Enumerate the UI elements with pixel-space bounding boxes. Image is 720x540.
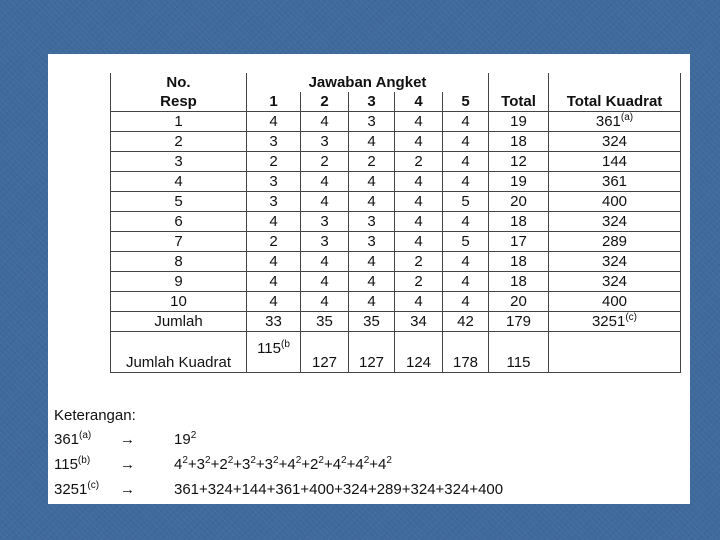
total-cell: 20: [489, 292, 549, 312]
jumlah-kuadrat-label: Jumlah Kuadrat: [111, 332, 247, 373]
jumlah-kuadrat-cell: 178: [443, 332, 489, 373]
answer-cell: 3: [349, 232, 395, 252]
note-key-b: 115$^{(b)}$: [54, 455, 91, 473]
answer-cell: 4: [443, 132, 489, 152]
answer-cell: 4: [349, 172, 395, 192]
header-row-1: [111, 73, 681, 92]
header-no: No.: [111, 73, 247, 92]
answer-cell: 2: [301, 152, 349, 172]
total-kuadrat-cell: 324: [549, 212, 681, 232]
jumlah-kuadrat-row: [111, 332, 681, 373]
answer-cell: 4: [349, 252, 395, 272]
slide: [48, 54, 690, 504]
total-kuadrat-cell: 400: [549, 192, 681, 212]
arrow-icon: →: [120, 456, 135, 473]
note-row-a: [54, 427, 684, 452]
answer-cell: 4: [443, 252, 489, 272]
resp-cell: 5: [111, 192, 247, 212]
note-value-a: $19^2$: [174, 430, 197, 448]
resp-cell: 10: [111, 292, 247, 312]
resp-cell: 2: [111, 132, 247, 152]
header-row-2: [111, 92, 681, 112]
jumlah-kuadrat-first: 115$^{(b}$: [247, 332, 301, 373]
answer-cell: 3: [349, 212, 395, 232]
answer-cell: 4: [247, 112, 301, 132]
notes: [54, 405, 684, 502]
answer-cell: 4: [395, 232, 443, 252]
note-key-a: 361$^{(a)}$: [54, 430, 92, 448]
total-cell: 12: [489, 152, 549, 172]
answer-cell: 2: [395, 252, 443, 272]
answer-cell: 3: [301, 132, 349, 152]
answer-cell: 3: [247, 132, 301, 152]
jumlah-label: Jumlah: [111, 312, 247, 332]
note-row-c: [54, 477, 684, 502]
total-kuadrat-cell: 400: [549, 292, 681, 312]
total-kuadrat-cell: 324: [549, 132, 681, 152]
answer-cell: 2: [395, 152, 443, 172]
answer-cell: 4: [443, 172, 489, 192]
table-row: [111, 152, 681, 172]
answer-cell: 4: [301, 272, 349, 292]
jumlah-kuadrat-cell: 127: [349, 332, 395, 373]
answer-cell: 4: [395, 192, 443, 212]
resp-cell: 3: [111, 152, 247, 172]
header-q4: 4: [395, 92, 443, 112]
total-kuadrat-cell: 324: [549, 252, 681, 272]
total-kuadrat-cell: 144: [549, 152, 681, 172]
total-cell: 20: [489, 192, 549, 212]
header-q1: 1: [247, 92, 301, 112]
answer-cell: 4: [349, 292, 395, 312]
answer-cell: 4: [301, 252, 349, 272]
note-value-b: $4^2+3^2+2^2+3^2+3^2+4^2+2^2+4^2+4^2+4^2$: [174, 455, 392, 473]
arrow-icon: →: [120, 431, 135, 448]
resp-cell: 8: [111, 252, 247, 272]
answer-cell: 3: [247, 192, 301, 212]
answer-cell: 2: [247, 152, 301, 172]
total-cell: 19: [489, 112, 549, 132]
header-q3: 3: [349, 92, 395, 112]
jumlah-kuadrat-empty: [549, 332, 681, 373]
jumlah-total: 179: [489, 312, 549, 332]
answer-cell: 4: [395, 112, 443, 132]
answer-cell: 4: [247, 292, 301, 312]
total-cell: 18: [489, 212, 549, 232]
answer-cell: 4: [395, 172, 443, 192]
table-row: [111, 232, 681, 252]
total-cell: 17: [489, 232, 549, 252]
answer-cell: 4: [247, 272, 301, 292]
header-q2: 2: [301, 92, 349, 112]
table-row: [111, 212, 681, 232]
total-kuadrat-cell: 361$^{(a)}$: [549, 112, 681, 132]
answer-cell: 4: [247, 252, 301, 272]
total-kuadrat-cell: 324: [549, 272, 681, 292]
total-cell: 18: [489, 272, 549, 292]
table-row: [111, 292, 681, 312]
answer-cell: 2: [349, 152, 395, 172]
header-total-top: [489, 73, 549, 92]
answer-cell: 5: [443, 232, 489, 252]
answer-cell: 4: [349, 272, 395, 292]
jumlah-row: [111, 312, 681, 332]
note-key-c: 3251$^{(c)}$: [54, 480, 100, 498]
table-row: [111, 112, 681, 132]
total-kuadrat-cell: 289: [549, 232, 681, 252]
jumlah-kuadrat-total: 115: [489, 332, 549, 373]
answer-cell: 2: [395, 272, 443, 292]
data-table: [110, 73, 681, 373]
answer-cell: 5: [443, 192, 489, 212]
table-row: [111, 132, 681, 152]
answer-cell: 3: [301, 212, 349, 232]
answer-cell: 4: [443, 212, 489, 232]
answer-cell: 4: [247, 212, 301, 232]
jumlah-cell: 42: [443, 312, 489, 332]
answer-cell: 4: [301, 292, 349, 312]
table-row: [111, 172, 681, 192]
total-cell: 18: [489, 252, 549, 272]
note-row-b: [54, 452, 684, 477]
answer-cell: 4: [349, 192, 395, 212]
total-cell: 19: [489, 172, 549, 192]
jumlah-kuadrat-cell: 127: [301, 332, 349, 373]
note-value-c: 361+324+144+361+400+324+289+324+324+400: [174, 481, 504, 498]
table-row: [111, 252, 681, 272]
jumlah-cell: 35: [349, 312, 395, 332]
table-row: [111, 272, 681, 292]
jumlah-total-kuadrat: 3251$^{(c)}$: [549, 312, 681, 332]
answer-cell: 2: [247, 232, 301, 252]
resp-cell: 4: [111, 172, 247, 192]
header-jawaban-angket: Jawaban Angket: [247, 73, 489, 92]
answer-cell: 4: [301, 192, 349, 212]
resp-cell: 6: [111, 212, 247, 232]
header-q5: 5: [443, 92, 489, 112]
answer-cell: 4: [301, 172, 349, 192]
jumlah-cell: 34: [395, 312, 443, 332]
answer-cell: 4: [395, 132, 443, 152]
answer-cell: 4: [443, 272, 489, 292]
resp-cell: 9: [111, 272, 247, 292]
jumlah-cell: 33: [247, 312, 301, 332]
answer-cell: 4: [395, 292, 443, 312]
answer-cell: 4: [301, 112, 349, 132]
arrow-icon: →: [120, 481, 135, 498]
answer-cell: 3: [349, 112, 395, 132]
answer-cell: 4: [349, 132, 395, 152]
resp-cell: 7: [111, 232, 247, 252]
header-total-kuadrat-top: [549, 73, 681, 92]
jumlah-cell: 35: [301, 312, 349, 332]
answer-cell: 4: [443, 292, 489, 312]
answer-cell: 4: [443, 112, 489, 132]
answer-cell: 4: [395, 212, 443, 232]
total-cell: 18: [489, 132, 549, 152]
notes-title: Keterangan:: [54, 407, 136, 424]
header-resp: Resp: [111, 92, 247, 112]
total-kuadrat-cell: 361: [549, 172, 681, 192]
resp-cell: 1: [111, 112, 247, 132]
jumlah-kuadrat-cell: 124: [395, 332, 443, 373]
answer-cell: 4: [443, 152, 489, 172]
header-total-kuadrat: Total Kuadrat: [549, 92, 681, 112]
answer-cell: 3: [247, 172, 301, 192]
table-row: [111, 192, 681, 212]
header-total: Total: [489, 92, 549, 112]
answer-cell: 3: [301, 232, 349, 252]
